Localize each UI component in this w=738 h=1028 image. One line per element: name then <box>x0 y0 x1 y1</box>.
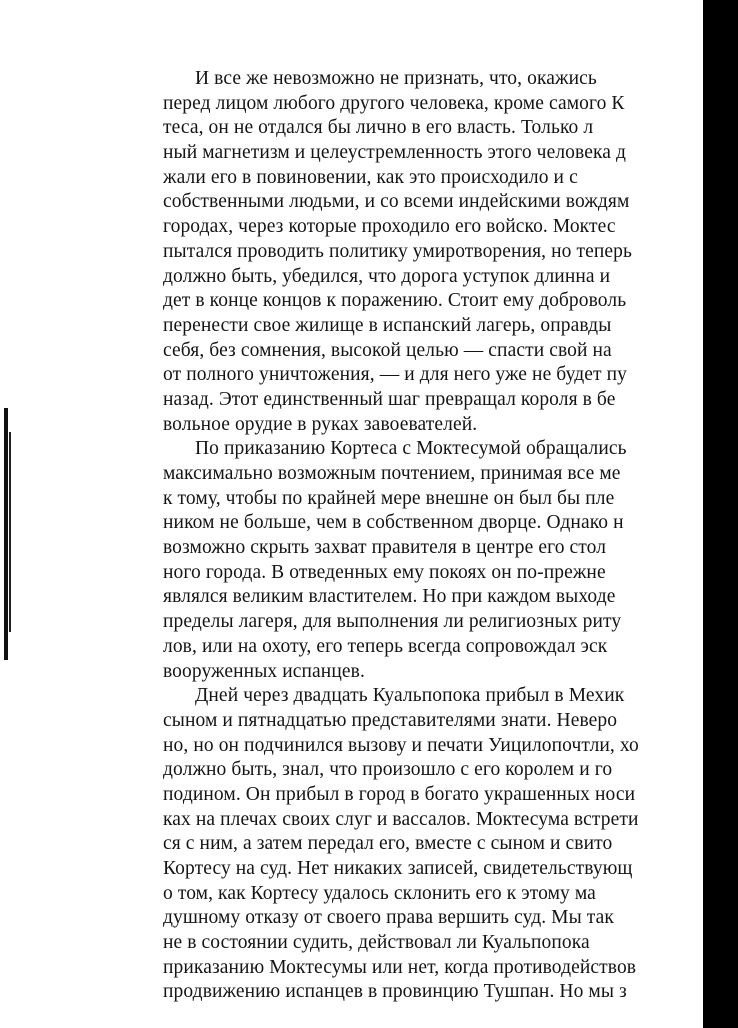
text-line: сыном и пятнадцатью представителями знати. Неверо <box>163 709 618 731</box>
binding-shadow-right <box>703 0 738 1028</box>
text-line: должно быть, знал, что произошло с его королем и го <box>163 759 613 781</box>
text-line: ся с ним, а затем передал его, вместе с сыном и свито <box>163 833 613 855</box>
text-line: назад. Этот единственный шаг превращал короля в бе <box>163 388 616 410</box>
text-line: возможно скрыть захват правителя в центре его стол <box>163 537 607 559</box>
text-line: должно быть, убедился, что дорога уступок длинна и <box>163 265 611 287</box>
text-line: жали его в повиновении, как это происходило и с <box>163 166 578 188</box>
text-line: перенести свое жилище в испанский лагерь, оправды <box>163 314 612 336</box>
paragraph-first-line: И все же невозможно не признать, что, окажись <box>195 68 597 89</box>
text-line: подином. Он прибыл в город в богато украшенных носи <box>163 783 636 805</box>
text-line: душному отказу от своего права вершить суд. Мы так <box>163 907 614 929</box>
text-line: ником не больше, чем в собственном дворце. Однако н <box>163 512 624 534</box>
body-text <box>163 67 723 1005</box>
text-line: вольное орудие в руках завоевателей. <box>163 413 478 435</box>
text-line: ках на плечах своих слуг и вассалов. Моктесума встрети <box>163 808 639 830</box>
scan-shadow-left-inner <box>9 432 11 632</box>
text-line: продвижению испанцев в провинцию Тушпан. Но мы з <box>163 981 627 1003</box>
text-line: ного города. В отведенных ему покоях он по-прежне <box>163 561 606 583</box>
scan-shadow-left <box>4 408 8 660</box>
text-line: лов, или на охоту, его теперь всегда сопровождал эск <box>163 635 608 657</box>
text-line: являлся великим властителем. Но при каждом выходе <box>163 586 616 608</box>
text-line: о том, как Кортесу удалось склонить его к этому ма <box>163 882 596 904</box>
text-line: пределы лагеря, для выполнения ли религиозных риту <box>163 611 622 633</box>
text-line: дет в конце концов к поражению. Стоит ему доброволь <box>163 290 627 312</box>
text-line: себя, без сомнения, высокой целью — спасти свой на <box>163 339 612 361</box>
text-line: городах, через которые проходило его войско. Моктес <box>163 216 616 238</box>
text-line: ный магнетизм и целеустремленность этого человека д <box>163 142 626 164</box>
paragraph-first-line: По приказанию Кортеса с Моктесумой обращались <box>195 438 627 460</box>
text-line: пытался проводить политику умиротворения, но теперь <box>163 240 632 262</box>
paragraph-first-line: Дней через двадцать Куальпопока прибыл в Мехик <box>195 685 625 707</box>
text-line: максимально возможным почтением, принимая все ме <box>163 463 621 484</box>
text-line: от полного уничтожения, — и для него уже не будет пу <box>163 364 627 386</box>
text-line: собственными людьми, и со всеми индейскими вождям <box>163 191 630 213</box>
text-line: не в состоянии судить, действовал ли Куальпопока <box>163 932 590 954</box>
text-line: приказанию Моктесумы или нет, когда противодействов <box>163 956 637 978</box>
text-line: теса, он не отдался бы лично в его власть. Только л <box>163 117 594 139</box>
text-line: к тому, чтобы по крайней мере внешне он был бы пле <box>163 487 615 509</box>
text-line: вооруженных испанцев. <box>163 660 365 682</box>
text-line: Кортесу на суд. Нет никаких записей, свидетельствующ <box>163 858 633 879</box>
text-line: но, но он подчинился вызову и печати Уицилопочтли, хо <box>163 734 639 756</box>
text-line: перед лицом любого другого человека, кроме самого К <box>163 92 625 114</box>
